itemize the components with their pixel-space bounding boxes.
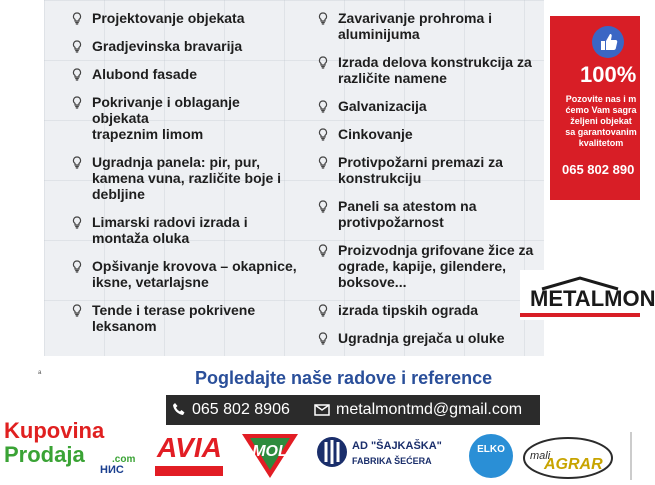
contact-phone-text: 065 802 8906 — [192, 401, 290, 418]
service-item — [316, 198, 541, 230]
promo-phone: 065 802 890 — [562, 162, 635, 177]
promo-percent: 100% — [580, 62, 637, 87]
sajkaska-emblem-icon — [316, 432, 348, 472]
service-item — [316, 98, 541, 114]
contact-phone[interactable] — [172, 401, 290, 419]
service-item-text: Alubond fasade — [92, 66, 198, 82]
service-item — [316, 154, 541, 186]
lightbulb-icon — [72, 96, 82, 109]
service-item — [70, 38, 300, 54]
agrar-small-text: mali — [530, 450, 551, 462]
lightbulb-icon — [318, 200, 328, 213]
lightbulb-icon — [318, 128, 328, 141]
service-item — [70, 214, 300, 246]
mali-agrar-logo — [522, 430, 614, 480]
elko-text: ELKO — [477, 444, 505, 455]
services-left-column — [70, 10, 300, 346]
kp-com: .com — [112, 454, 136, 465]
references-heading[interactable]: Pogledajte naše radove i reference — [195, 368, 493, 388]
mol-logo — [236, 430, 304, 480]
service-item-text: Izrada delova konstrukcija za različite namene — [338, 54, 532, 86]
sajkaska-name: AD "ŠAJKAŠKA" — [352, 440, 442, 452]
thumbs-up-icon — [592, 26, 624, 58]
contact-email-text: metalmontmd@gmail.com — [336, 401, 523, 418]
lightbulb-icon — [318, 56, 328, 69]
service-item-text: Paneli sa atestom na protivpožarnost — [338, 198, 477, 230]
kp-line2: Prodaja — [4, 442, 85, 467]
service-item-text: Gradjevinska bravarija — [92, 38, 243, 54]
lightbulb-icon — [318, 12, 328, 25]
lightbulb-icon — [72, 68, 82, 81]
service-item — [316, 10, 541, 42]
service-item — [70, 258, 300, 290]
contact-email[interactable] — [314, 401, 522, 419]
nis-logo: НИС — [100, 464, 124, 476]
mol-text: MOL — [252, 443, 288, 460]
service-item-text: Proizvodnja grifovane žice za ograde, kapije, gilendere, boksove... — [338, 242, 534, 290]
service-item-text: Protivpožarni premazi za konstrukciju — [338, 154, 503, 186]
service-item-text: Limarski radovi izrada i montaža oluka — [92, 214, 248, 246]
left-margin — [0, 0, 44, 356]
service-item-text: Pokrivanje i oblaganje objekata trapeznim limom — [92, 94, 240, 142]
email-icon — [314, 404, 330, 416]
service-item — [70, 66, 300, 82]
promo-text: Pozovite nas i m ćemo Vam sagra željeni objekat sa garantovanim kvalitetom — [565, 94, 637, 148]
sajkaska-sub: FABRIKA ŠEĆERA — [352, 456, 432, 466]
tiny-mark: ᵃ — [38, 368, 42, 378]
service-item-text: Cinkovanje — [338, 126, 413, 142]
service-item — [316, 242, 541, 290]
lightbulb-icon — [72, 216, 82, 229]
avia-bar — [155, 466, 223, 476]
service-item — [316, 330, 541, 346]
divider — [630, 432, 632, 480]
metalmont-logo[interactable] — [520, 270, 655, 320]
service-item-text: Galvanizacija — [338, 98, 427, 114]
service-item-text: Ugradnja panela: pir, pur, kamena vuna, različite boje i debljine — [92, 154, 282, 202]
kp-line1: Kupovina — [4, 418, 105, 443]
lightbulb-icon — [318, 304, 328, 317]
lightbulb-icon — [72, 12, 82, 25]
lightbulb-icon — [318, 244, 328, 257]
logo-red-bar — [520, 313, 640, 317]
service-item — [316, 302, 541, 318]
service-item — [316, 126, 541, 142]
service-item — [316, 54, 541, 86]
logo-text: METALMON — [530, 286, 655, 311]
lightbulb-icon — [72, 40, 82, 53]
avia-logo — [155, 430, 225, 480]
service-item — [70, 10, 300, 26]
service-item — [70, 302, 300, 334]
lightbulb-icon — [318, 100, 328, 113]
services-panel — [44, 0, 544, 356]
phone-icon — [172, 402, 186, 416]
service-item-text: Ugradnja grejača u oluke — [338, 330, 505, 346]
contact-bar — [166, 395, 540, 425]
service-item-text: Zavarivanje prohroma i aluminijuma — [338, 10, 493, 42]
lightbulb-icon — [318, 156, 328, 169]
avia-text: AVIA — [157, 432, 222, 463]
sajkaska-logo — [316, 430, 456, 480]
lightbulb-icon — [72, 156, 82, 169]
service-item-text: Opšivanje krovova – okapnice, iksne, vetarlajsne — [92, 258, 297, 290]
lightbulb-icon — [72, 260, 82, 273]
service-item — [70, 94, 300, 142]
service-item-text: Projektovanje objekata — [92, 10, 245, 26]
elko-logo — [465, 430, 517, 480]
lightbulb-icon — [318, 332, 328, 345]
service-item-text: Tende i terase pokrivene leksanom — [92, 302, 256, 334]
lightbulb-icon — [72, 304, 82, 317]
service-item — [70, 154, 300, 202]
promo-banner[interactable] — [550, 16, 640, 200]
agrar-text: AGRAR — [544, 456, 603, 473]
service-item-text: izrada tipskih ograda — [338, 302, 479, 318]
services-right-column — [316, 10, 541, 358]
